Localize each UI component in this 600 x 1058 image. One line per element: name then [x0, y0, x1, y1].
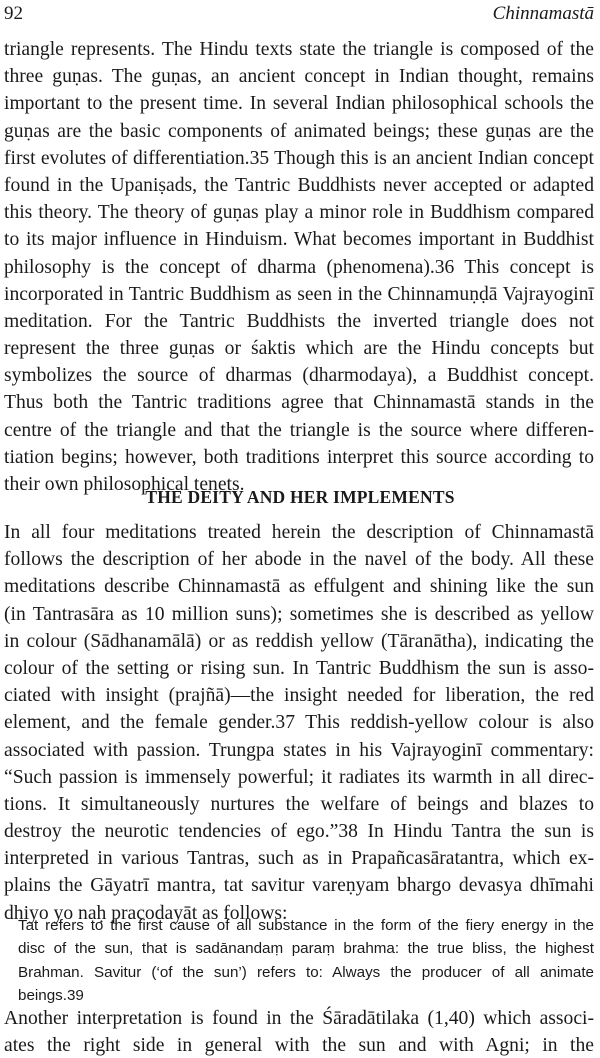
text-line: this theory. The theory of guṇas play a minor role in Buddhism compared: [4, 202, 594, 224]
text-line: their own philosophical tenets.: [4, 474, 245, 495]
page-header: [4, 0, 594, 30]
text-line: meditation. For the Tantric Buddhists the inverted triangle does not: [4, 310, 594, 332]
text-line: meditations describe Chinnamastā as effulgent and shining like the sun: [4, 576, 594, 598]
text-line: dhiyo yo naḥ pracodayāt as follows:: [4, 902, 288, 924]
text-line: “Such passion is immensely powerful; it radiates its warmth in all direc-: [4, 766, 594, 788]
quote-line: Tat refers to the first cause of all substance in the form of the fiery energy in the: [18, 917, 594, 934]
text-line: symbolizes the source of dharmas (dharmodaya), a Buddhist concept.: [4, 365, 594, 387]
text-line: element, and the female gender.37 This reddish-yellow colour is also: [4, 712, 594, 734]
text-line: tions. It simultaneously nurtures the welfare of beings and blazes to: [4, 793, 594, 815]
text-line: follows the description of her abode in the navel of the body. All these: [4, 549, 594, 571]
block-quote: [18, 914, 594, 1008]
paragraph-interpretation: [4, 1005, 594, 1058]
text-line: associated with passion. Trungpa states in his Vajrayoginī commentary:: [4, 739, 594, 761]
quote-line: disc of the sun, that is sadānandaṃ paraṃ brahma: the true bliss, the highest: [18, 940, 594, 958]
text-line: guṇas are the basic components of animated beings; these guṇas are the: [4, 120, 594, 142]
text-line: tiation begins; however, both traditions interpret this source according to: [4, 446, 594, 468]
running-head: Chinnamastā: [492, 3, 594, 24]
text-line: destroy the neurotic tendencies of ego.”38 In Hindu Tantra the sun is: [4, 821, 594, 843]
text-line: (in Tantrasāra as 10 million suns); sometimes she is described as yellow: [4, 603, 594, 625]
paragraph-deity: [4, 519, 594, 927]
text-line: centre of the triangle and that the triangle is the source where differen-: [4, 419, 594, 441]
text-line: important to the present time. In several Indian philosophical schools the: [4, 93, 594, 115]
text-line: incorporated in Tantric Buddhism as seen in the Chinnamuṇḍā Vajrayoginī: [4, 283, 594, 305]
text-line: In all four meditations treated herein the description of Chinnamastā: [4, 522, 594, 543]
section-heading: THE DEITY AND HER IMPLEMENTS: [145, 487, 455, 507]
text-line: Another interpretation is found in the Śāradātilaka (1,40) which associ-: [4, 1008, 594, 1029]
page-number: 92: [4, 3, 23, 24]
text-line: Thus both the Tantric traditions agree that Chinnamastā stands in the: [4, 392, 594, 414]
text-line: ates the right side in general with the sun and with Agni; in the: [4, 1035, 594, 1057]
text-line: to its major influence in Hinduism. What becomes important in Buddhist: [4, 229, 594, 251]
text-line: triangle represents. The Hindu texts state the triangle is composed of the: [4, 39, 594, 60]
text-line: first evolutes of differentiation.35 Though this is an ancient Indian concept: [4, 147, 594, 169]
quote-line: Brahman. Savitur (‘of the sun’) refers to: Always the producer of all animate: [18, 963, 594, 981]
text-line: represent the three guṇas or śaktis which are the Hindu concepts but: [4, 338, 594, 360]
text-line: three guṇas. The guṇas, an ancient concept in Indian thought, remains: [4, 66, 594, 88]
text-line: in colour (Sādhanamālā) or as reddish yellow (Tāranātha), indicating the: [4, 630, 594, 652]
text-line: philosophy is the concept of dharma (phenomena).36 This concept is: [4, 256, 594, 278]
text-line: colour of the setting or rising sun. In Tantric Buddhism the sun is asso-: [4, 657, 594, 679]
text-line: ciated with insight (prajñā)—the insight needed for liberation, the red: [4, 685, 594, 707]
paragraph-triangle: [4, 36, 594, 498]
text-line: found in the Upaniṣads, the Tantric Buddhists never accepted or adapted: [4, 174, 594, 196]
text-line: plains the Gāyatrī mantra, tat savitur vareṇyam bhargo devasya dhīmahi: [4, 875, 594, 897]
quote-line: beings.39: [18, 987, 84, 1005]
text-line: interpreted in various Tantras, such as in Prapañcasāratantra, which ex-: [4, 848, 594, 870]
